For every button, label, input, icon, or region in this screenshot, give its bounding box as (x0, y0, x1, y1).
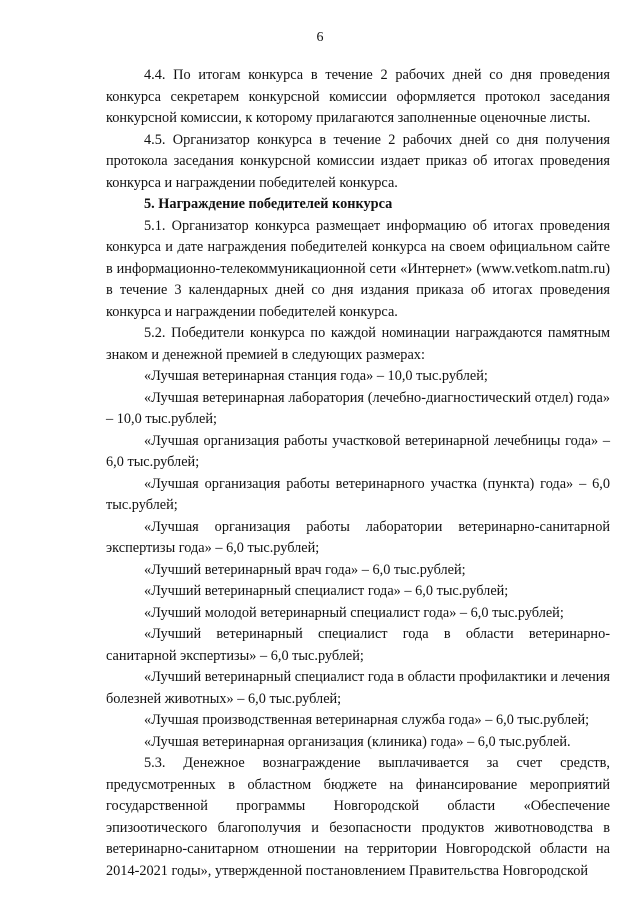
paragraph-4-4: 4.4. По итогам конкурса в течение 2 рабочих дней со дня проведения конкурса секретарем конкурсной комиссии оформляется протокол заседания конкурсной комиссии, к которому прилагаются заполненные оценочные листы. (106, 67, 610, 126)
page-number: 6 (316, 30, 324, 45)
nomination-item: «Лучший ветеринарный специалист года» – 6,0 тыс.рублей; (144, 583, 509, 599)
paragraph-5-2: 5.2. Победители конкурса по каждой номинации награждаются памятным знаком и денежной премией в следующих размерах: (106, 325, 610, 363)
nomination-item: «Лучший ветеринарный специалист года в области профилактики и лечения болезней животных» – 6,0 тыс.рублей; (106, 669, 610, 707)
nomination-item: «Лучшая производственная ветеринарная служба года» – 6,0 тыс.рублей; (144, 712, 590, 728)
nomination-item: «Лучший ветеринарный специалист года в области ветеринарно-санитарной экспертизы» – 6,0 тыс.рублей; (106, 626, 610, 664)
paragraph-5-3: 5.3. Денежное вознаграждение выплачивается за счет средств, предусмотренных в областном бюджете на финансирование мероприятий государственной программы Новгородской области «Обеспечение эпизоотического благополучия и безопасности продуктов животноводства в ветеринарно-санитарном отношении на территории Новгородской области на 2014-2021 годы», утвержденной постановлением Правительства Новгородской (106, 755, 610, 879)
nomination-item: «Лучшая ветеринарная станция года» – 10,0 тыс.рублей; (144, 368, 488, 384)
section-heading: 5. Награждение победителей конкурса (144, 196, 393, 212)
nomination-item: «Лучший ветеринарный врач года» – 6,0 тыс.рублей; (144, 561, 466, 578)
nomination-item: «Лучшая ветеринарная организация (клиника) года» – 6,0 тыс.рублей. (144, 733, 571, 750)
nomination-item: «Лучшая организация работы участковой ветеринарной лечебницы года» – 6,0 тыс.рублей; (106, 432, 610, 470)
nomination-item: «Лучшая организация работы лаборатории ветеринарно-санитарной экспертизы года» – 6,0 тыс.рублей; (106, 518, 610, 556)
nomination-item: «Лучшая ветеринарная лаборатория (лечебно-диагностический отдел) года» – 10,0 тыс.рублей; (106, 389, 610, 427)
nomination-item: «Лучший молодой ветеринарный специалист года» – 6,0 тыс.рублей; (144, 604, 564, 621)
paragraph-4-5: 4.5. Организатор конкурса в течение 2 рабочих дней со дня получения протокола заседания конкурсной комиссии издает приказ об итогах проведения конкурса и награждении победителей конкурса. (106, 131, 610, 191)
paragraph-5-1: 5.1. Организатор конкурса размещает информацию об итогах проведения конкурса и дате награждения победителей конкурса на своем официальном сайте в информационно-телекоммуникационной сети «Интернет» (www.vetkom.natm.ru) в течение 3 календарных дней со дня издания приказа об итогах проведения конкурса и награждении победителей конкурса. (106, 217, 610, 320)
document-body (106, 65, 610, 882)
nomination-item: «Лучшая организация работы ветеринарного участка (пункта) года» – 6,0 тыс.рублей; (106, 475, 610, 513)
